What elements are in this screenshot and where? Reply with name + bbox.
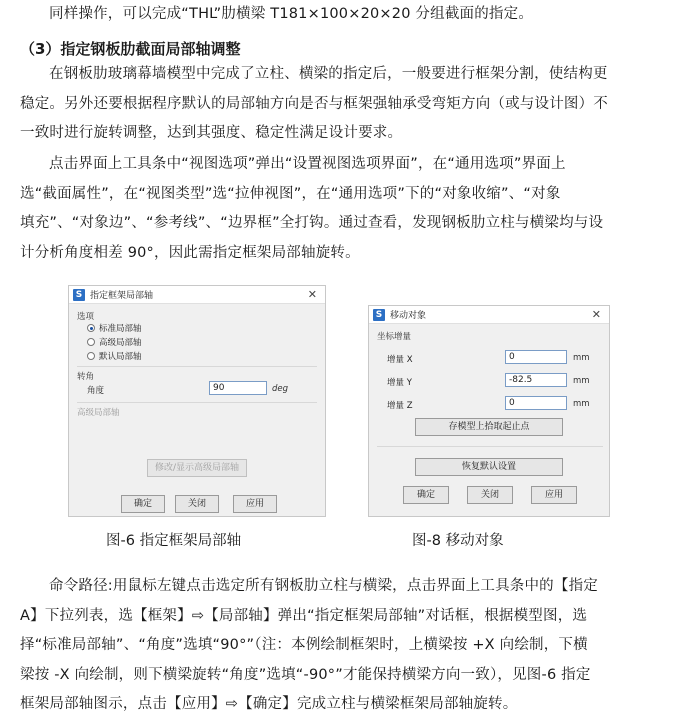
paragraph-2 <box>20 150 660 268</box>
options-label: 选项 <box>77 312 95 322</box>
app-icon: S <box>73 289 85 301</box>
ok-button[interactable]: 确定 <box>121 495 165 513</box>
dialog1-title: 指定框架局部轴 <box>90 291 154 301</box>
paragraph-1 <box>20 60 660 149</box>
p3-line-3: 择“标准局部轴”、“角度”选填“90°”（注：本例绘制框架时，上横梁按 +X 向绘制，下横 <box>20 637 588 653</box>
close-icon[interactable]: ✕ <box>591 308 601 321</box>
radio-selected-icon <box>87 324 95 332</box>
figure-caption-8: 图-8 移动对象 <box>412 533 504 549</box>
close-button[interactable]: 关闭 <box>467 486 513 504</box>
dy-unit: mm <box>573 376 590 386</box>
dialog1-titlebar <box>69 286 325 304</box>
dx-label: 增量 X <box>387 355 413 365</box>
divider <box>377 446 603 447</box>
intro-line: 同样操作，可以完成“THL”肋横梁 T181×100×20×20 分组截面的指定。 <box>49 6 534 22</box>
p3-line-4: 梁按 -X 向绘制，则下横梁旋转“角度”选填“-90°”才能保持横梁方向一致），见图-6 指定 <box>20 666 591 683</box>
apply-button[interactable]: 应用 <box>233 495 277 513</box>
radio-unselected-icon <box>87 352 95 360</box>
angle-unit: deg <box>272 384 289 394</box>
angle-input[interactable]: 90 <box>209 381 267 395</box>
rotation-label: 转角 <box>77 372 95 382</box>
radio-advanced-label: 高级局部轴 <box>99 338 142 348</box>
p3-line-1: 命令路径:用鼠标左键点击选定所有钢板肋立柱与横梁，点击界面上工具条中的【指定 <box>49 578 598 594</box>
p2-line-2: 选“截面属性”，在“视图类型”选“拉伸视图”，在“通用选项”下的“对象收缩”、“对象 <box>20 185 561 202</box>
assign-local-axis-dialog <box>68 285 326 517</box>
section-heading: （3）指定钢板肋截面局部轴调整 <box>20 40 241 58</box>
radio-standard-label: 标准局部轴 <box>99 324 142 334</box>
radio-default-label: 默认局部轴 <box>99 352 142 362</box>
coord-increment-label: 坐标增量 <box>377 332 412 342</box>
p1-line-2: 稳定。另外还要根据程序默认的局部轴方向是否与框架强轴承受弯矩方向（或与设计图）不 <box>20 95 608 112</box>
divider <box>77 402 317 403</box>
radio-advanced-axis[interactable] <box>87 336 142 348</box>
dx-unit: mm <box>573 353 590 363</box>
angle-label: 角度 <box>87 386 105 396</box>
close-icon[interactable]: ✕ <box>307 288 317 301</box>
app-icon: S <box>373 309 385 321</box>
radio-default-axis[interactable] <box>87 350 142 362</box>
radio-standard-axis[interactable] <box>87 322 142 334</box>
dialog2-titlebar <box>369 306 609 324</box>
dy-input[interactable]: -82.5 <box>505 373 567 387</box>
p1-line-3: 一致时进行旋转调整，达到其强度、稳定性满足设计要求。 <box>20 125 403 141</box>
figure-caption-6: 图-6 指定框架局部轴 <box>106 533 242 549</box>
p2-line-1: 点击界面上工具条中“视图选项”弹出“设置视图选项界面”，在“通用选项”界面上 <box>49 156 566 172</box>
dz-input[interactable]: 0 <box>505 396 567 410</box>
p2-line-3: 填充”、“对象边”、“参考线”、“边界框”全打钩。通过查看，发现钢板肋立柱与横梁均与设 <box>20 215 604 231</box>
paragraph-3 <box>20 572 660 720</box>
p3-line-2: A】下拉列表，选【框架】⇨【局部轴】弹出“指定框架局部轴”对话框，根据模型图，选 <box>20 607 588 624</box>
dz-unit: mm <box>573 399 590 409</box>
move-object-dialog <box>368 305 610 517</box>
p2-line-4: 计分析角度相差 90°，因此需指定框架局部轴旋转。 <box>20 244 360 261</box>
dy-label: 增量 Y <box>387 378 412 388</box>
close-button[interactable]: 关闭 <box>175 495 219 513</box>
apply-button[interactable]: 应用 <box>531 486 577 504</box>
dx-input[interactable]: 0 <box>505 350 567 364</box>
reset-defaults-button[interactable]: 恢复默认设置 <box>415 458 563 476</box>
advanced-section-label: 高级局部轴 <box>77 408 120 418</box>
p1-line-1: 在钢板肋玻璃幕墙模型中完成了立柱、横梁的指定后，一般要进行框架分割，使结构更 <box>49 66 608 82</box>
dialog2-title: 移动对象 <box>390 311 427 321</box>
pick-points-button[interactable]: 存模型上拾取起止点 <box>415 418 563 436</box>
p3-line-5: 框架局部轴图示，点击【应用】⇨【确定】完成立柱与横梁框架局部轴旋转。 <box>20 696 518 712</box>
radio-unselected-icon <box>87 338 95 346</box>
ok-button[interactable]: 确定 <box>403 486 449 504</box>
divider <box>77 366 317 367</box>
dz-label: 增量 Z <box>387 401 413 411</box>
modify-advanced-axis-button[interactable]: 修改/显示高级局部轴 <box>147 459 247 477</box>
